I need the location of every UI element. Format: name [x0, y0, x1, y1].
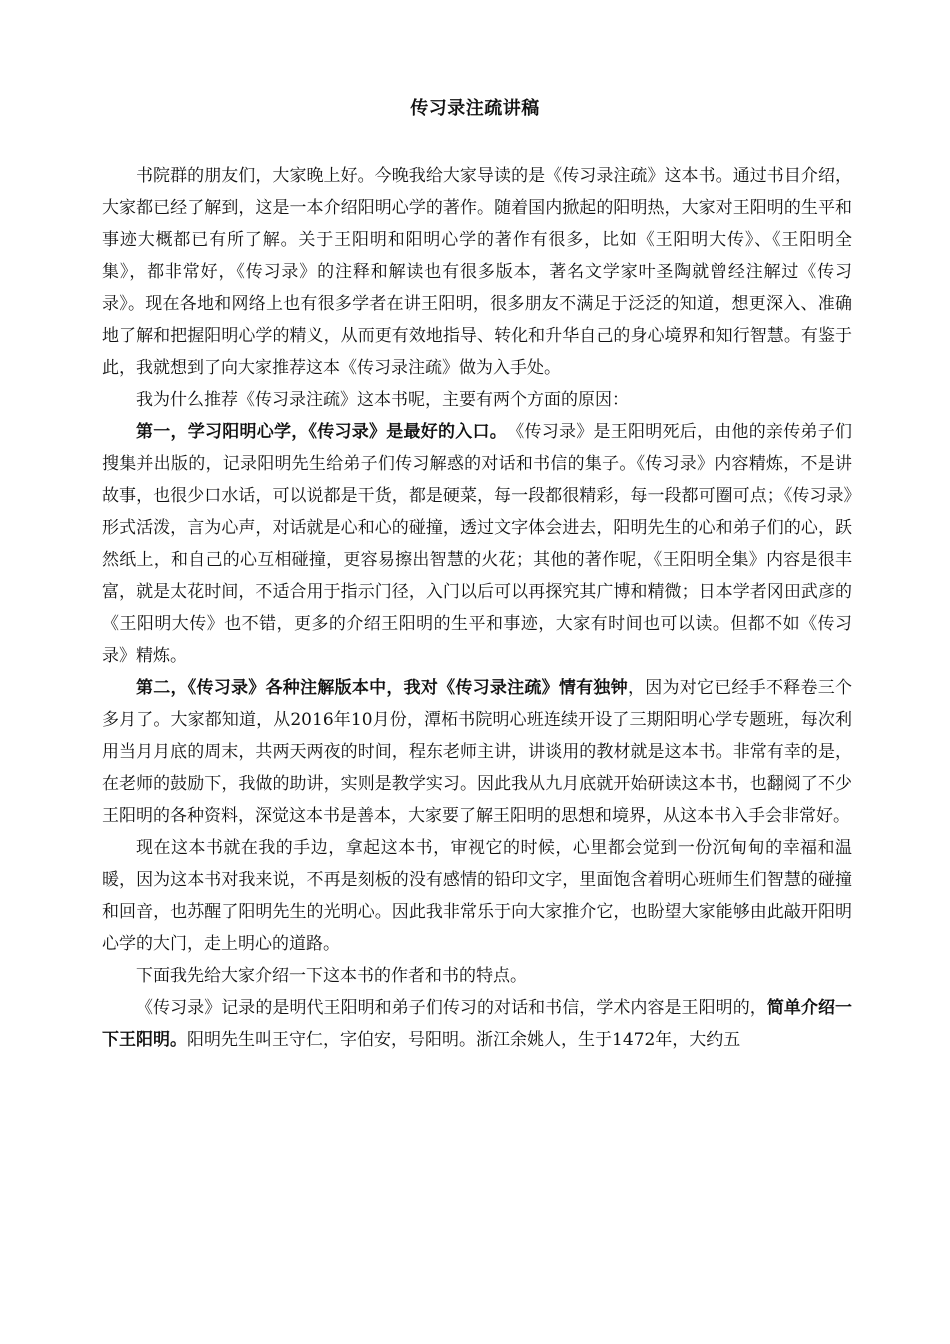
reason-two-text: ，因为对它已经手不释卷三个多月了。大家都知道，从2016年10月份，潭柘书院明心班连续开设了三期阳明心学专题班，每次利用当月月底的周末，共两天两夜的时间，程东老师主讲，讲谈用的教材就是这本书。非常有幸的是，在老师的鼓励下，我做的助讲，实则是教学实习。因此我从九月底就开始研读这本书，也翻阅了不少王阳明的各种资料，深觉这本书是善本，大家要了解王阳明的思想和境界，从这本书入手会非常好。	[102, 678, 853, 826]
paragraph-reason-two	[102, 672, 852, 832]
document-body	[102, 160, 852, 1056]
paragraph-author-intro: 下面我先给大家介绍一下这本书的作者和书的特点。	[136, 966, 527, 986]
reason-one-heading: 第一，学习阳明心学，《传习录》是最好的入口。	[136, 422, 499, 442]
paragraph-reason-one	[102, 416, 852, 672]
reason-one-text: 《传习录》是王阳明死后，由他的亲传弟子们搜集并出版的，记录阳明先生给弟子们传习解惑的对话和书信的集子。《传习录》内容精炼，不是讲故事，也很少口水话，可以说都是干货，都是硬菜，每一段都很精彩，每一段都可圈可点；《传习录》形式活泼，言为心声，对话就是心和心的碰撞，透过文字体会进去，阳明先生的心和弟子们的心，跃然纸上，和自己的心互相碰撞，更容易擦出智慧的火花；其他的著作呢，《王阳明全集》内容是很丰富，就是太花时间，不适合用于指示门径，入门以后可以再探究其广博和精微；日本学者冈田武彦的《王阳明大传》也不错，更多的介绍王阳明的生平和事迹，大家有时间也可以读。但都不如《传习录》精炼。	[102, 422, 852, 666]
wang-yangming-lead: 《传习录》记录的是明代王阳明和弟子们传习的对话和书信，学术内容是王阳明的，	[136, 998, 767, 1018]
document-title: 传习录注疏讲稿	[410, 98, 540, 119]
reason-two-heading: 第二，《传习录》各种注解版本中，我对《传习录注疏》情有独钟	[136, 678, 628, 698]
paragraph-book-feeling: 现在这本书就在我的手边，拿起这本书，审视它的时候，心里都会觉到一份沉甸甸的幸福和温暖，因为这本书对我来说，不再是刻板的没有感情的铅印文字，里面饱含着明心班师生们智慧的碰撞和回音，也苏醒了阳明先生的光明心。因此我非常乐于向大家推介它，也盼望大家能够由此敲开阳明心学的大门，走上明心的道路。	[102, 838, 852, 954]
paragraph-reasons: 我为什么推荐《传习录注疏》这本书呢，主要有两个方面的原因：	[136, 390, 629, 410]
wang-yangming-heading: 简单介绍一下王阳明。	[102, 998, 853, 1050]
paragraph-wang-yangming	[102, 992, 852, 1056]
wang-yangming-text: 阳明先生叫王守仁，字伯安，号阳明。浙江余姚人，生于1472年，大约五	[187, 1030, 741, 1050]
paragraph-intro: 书院群的朋友们，大家晚上好。今晚我给大家导读的是《传习录注疏》这本书。通过书目介绍，大家都已经了解到，这是一本介绍阳明心学的著作。随着国内掀起的阳明热，大家对王阳明的生平和事迹大概都已有所了解。关于王阳明和阳明心学的著作有很多，比如《王阳明大传》、《王阳明全集》，都非常好，《传习录》的注释和解读也有很多版本，著名文学家叶圣陶就曾经注解过《传习录》。现在各地和网络上也有很多学者在讲王阳明，很多朋友不满足于泛泛的知道，想更深入、准确地了解和把握阳明心学的精义，从而更有效地指导、转化和升华自己的身心境界和知行智慧。有鉴于此，我就想到了向大家推荐这本《传习录注疏》做为入手处。	[102, 166, 852, 378]
